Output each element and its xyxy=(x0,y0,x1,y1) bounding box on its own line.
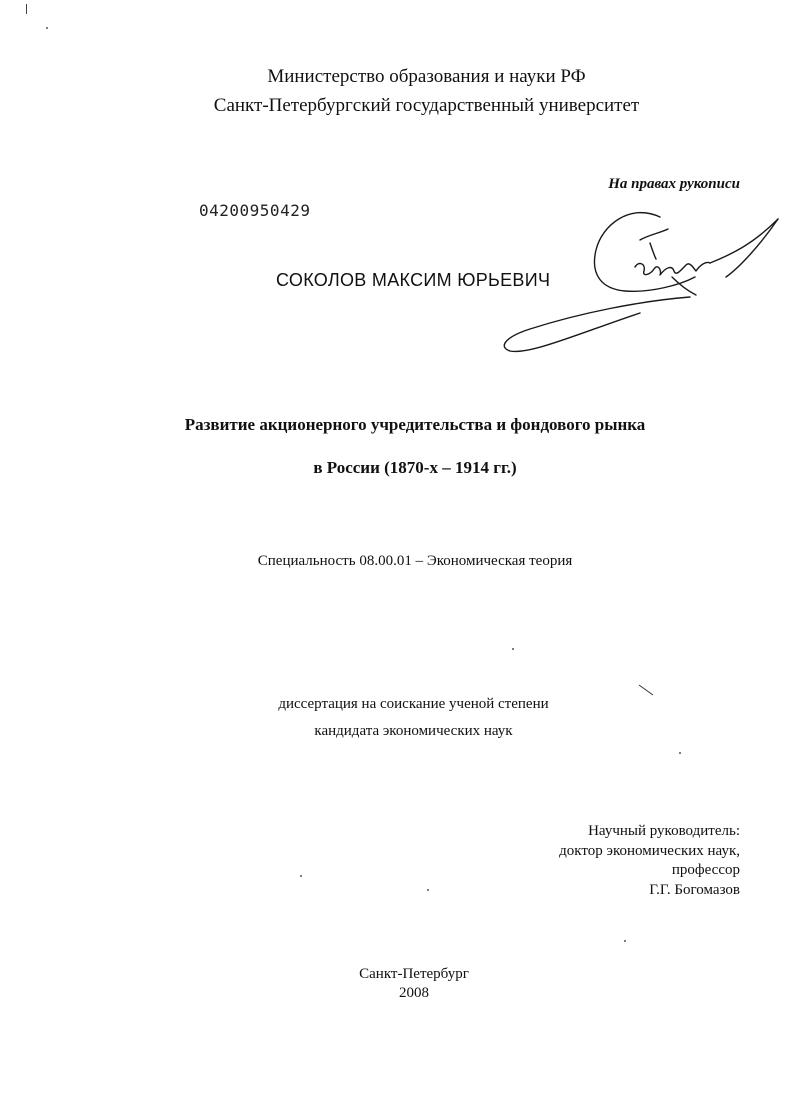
scan-speck xyxy=(427,889,429,891)
supervisor-rank: профессор xyxy=(671,862,740,878)
supervisor-degree: доктор экономических наук, xyxy=(559,842,740,859)
catalog-number: 04200950429 xyxy=(199,201,311,220)
scan-stroke xyxy=(638,684,654,696)
supervisor-label: Научный руководитель: xyxy=(588,823,740,839)
city: Санкт-Петербург xyxy=(359,966,469,982)
rights-notice: На правах рукописи xyxy=(608,176,740,192)
scan-speck xyxy=(300,875,302,877)
supervisor-name: Г.Г. Богомазов xyxy=(649,881,740,898)
scan-speck xyxy=(512,648,514,650)
supervisor-block xyxy=(559,822,740,900)
dissertation-title-line-1: Развитие акционерного учредительства и фондового рынка xyxy=(184,415,646,434)
year: 2008 xyxy=(399,985,429,1001)
university-name: Санкт-Петербургский государственный университет xyxy=(213,95,640,116)
author-name: СОКОЛОВ МАКСИМ ЮРЬЕВИЧ xyxy=(276,270,551,290)
ministry-name: Министерство образования и науки РФ xyxy=(267,66,586,87)
degree-line-2: кандидата экономических наук xyxy=(314,723,513,739)
degree-line-1: диссертация на соискание ученой степени xyxy=(278,696,549,712)
city-year-block xyxy=(0,965,793,1003)
scan-speck xyxy=(46,27,48,29)
scan-speck xyxy=(624,940,626,942)
specialty: Специальность 08.00.01 – Экономическая теория xyxy=(257,553,573,569)
scan-mark xyxy=(26,4,27,14)
scan-speck xyxy=(679,752,681,754)
handwritten-signature xyxy=(490,205,790,365)
dissertation-title-line-2: в России (1870-х – 1914 гг.) xyxy=(313,458,517,477)
